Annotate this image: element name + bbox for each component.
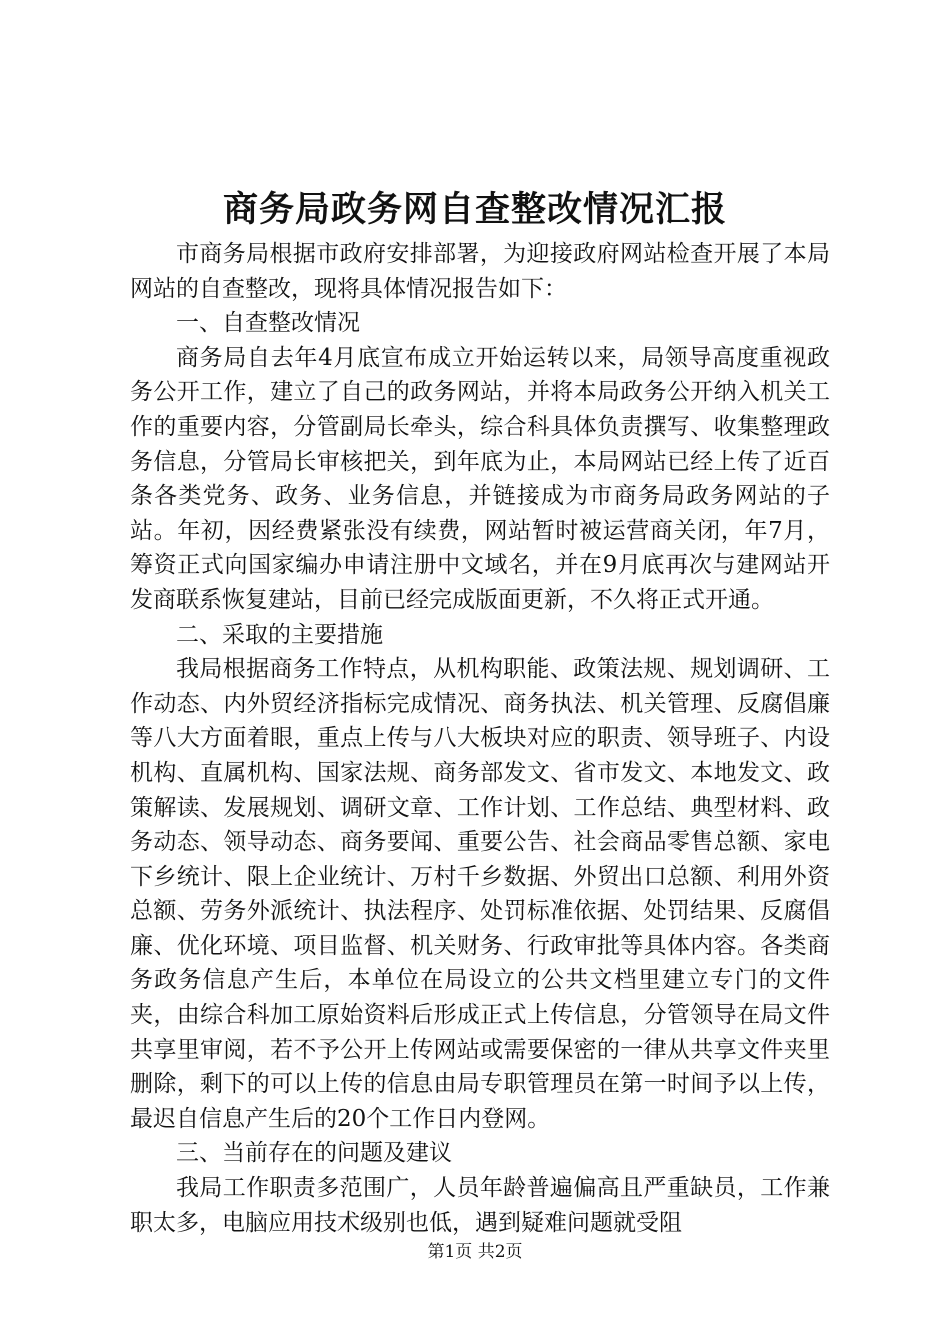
section-2-paragraph: 我局根据商务工作特点，从机构职能、政策法规、规划调研、工作动态、内外贸经济指标完成情况、商务执法、机关管理、反腐倡廉等八大方面着眼，重点上传与八大板块对应的职责、领导班子、内设机构、直属机构、国家法规、商务部发文、省市发文、本地发文、政策解读、发展规划、调研文章、工作计划、工作总结、典型材料、政务动态、领导动态、商务要闻、重要公告、社会商品零售总额、家电下乡统计、限上企业统计、万村千乡数据、外贸出口总额、利用外资总额、劳务外派统计、执法程序、处罚标准依据、处罚结果、反腐倡廉、优化环境、项目监督、机关财务、行政审批等具体内容。各类商务政务信息产生后，本单位在局设立的公共文档里建立专门的文件夹，由综合科加工原始资料后形成正式上传信息，分管领导在局文件共享里审阅，若不予公开上传网站或需要保密的一律从共享文件夹里删除，剩下的可以上传的信息由局专职管理员在第一时间予以上传，最迟自信息产生后的20个工作日内登网。 <box>130 656 830 1132</box>
section-3-paragraph: 我局工作职责多范围广，人员年龄普遍偏高且严重缺员，工作兼职太多，电脑应用技术级别也低，遇到疑难问题就受阻 <box>130 1175 830 1236</box>
intro-paragraph: 市商务局根据市政府安排部署，为迎接政府网站检查开展了本局网站的自查整改，现将具体情况报告如下： <box>130 241 830 302</box>
document-title: 商务局政务网自查整改情况汇报 <box>222 189 727 230</box>
section-heading-3: 三、当前存在的问题及建议 <box>176 1140 452 1167</box>
section-heading-1: 一、自查整改情况 <box>176 310 360 337</box>
page-number-footer: 第1页 共2页 <box>427 1242 523 1262</box>
document-body <box>130 237 830 1240</box>
section-1-paragraph: 商务局自去年4月底宣布成立开始运转以来，局领导高度重视政务公开工作，建立了自己的政务网站，并将本局政务公开纳入机关工作的重要内容，分管副局长牵头，综合科具体负责撰写、收集整理政务信息，分管局长审核把关，到年底为止，本局网站已经上传了近百条各类党务、政务、业务信息，并链接成为市商务局政务网站的子站。年初，因经费紧张没有续费，网站暂时被运营商关闭，年7月，筹资正式向国家编办申请注册中文域名，并在9月底再次与建网站开发商联系恢复建站，目前已经完成版面更新，不久将正式开通。 <box>130 344 830 613</box>
section-heading-2: 二、采取的主要措施 <box>176 621 383 648</box>
